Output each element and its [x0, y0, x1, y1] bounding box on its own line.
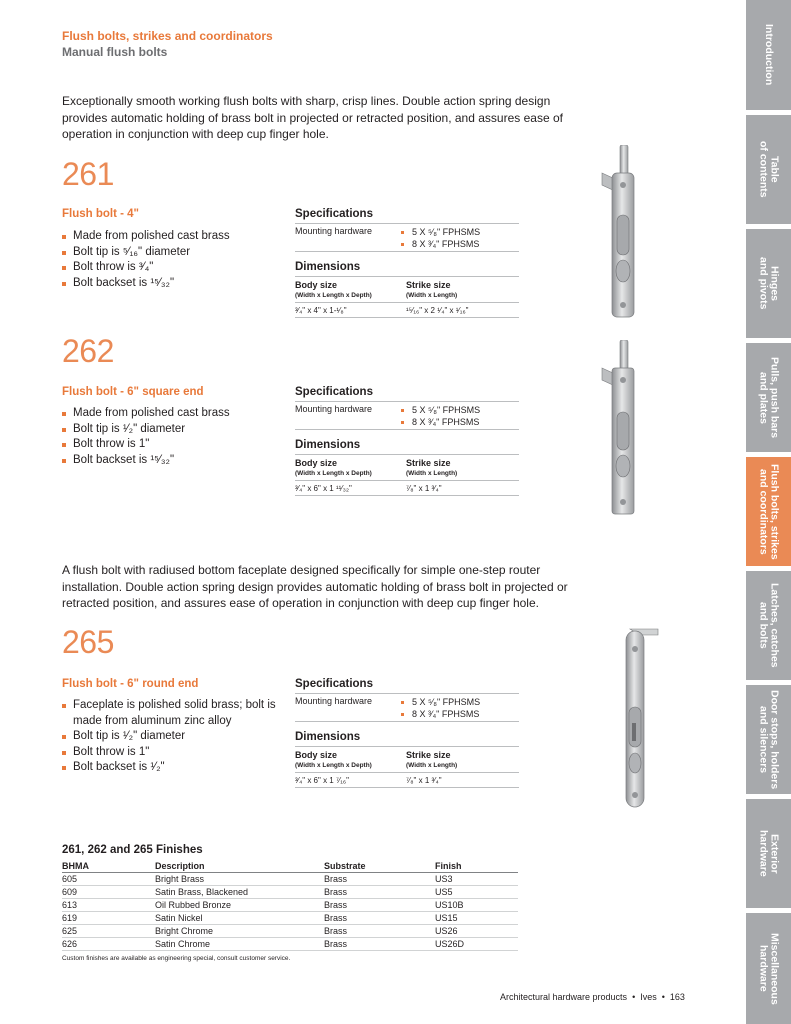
mounting-item: 8 X ³⁄₄" FPHSMS — [398, 416, 480, 428]
feature-item: Faceplate is polished solid brass; bolt is made from aluminum zinc alloy — [62, 698, 287, 729]
spec-block-261 — [295, 208, 519, 318]
strike-size-value: ¹⁵⁄₁₆" x 2 ¹⁄₄" x ¹⁄₁₆" — [406, 302, 519, 318]
body-size-label: Body size — [295, 458, 338, 468]
mounting-item: 8 X ³⁄₄" FPHSMS — [398, 708, 480, 720]
page-footer — [500, 992, 685, 1002]
feature-list-265 — [62, 698, 287, 776]
substrate-cell: Brass — [324, 886, 435, 899]
section-tabs — [746, 0, 791, 1024]
footer-text: Architectural hardware products — [500, 992, 628, 1002]
substrate-cell: Brass — [324, 873, 435, 886]
mounting-list — [398, 404, 480, 428]
table-row — [62, 925, 518, 938]
table-row — [62, 912, 518, 925]
bhma-cell: 625 — [62, 925, 155, 938]
feature-item: Bolt tip is ⁵⁄₁₆" diameter — [62, 245, 287, 261]
bhma-cell: 605 — [62, 873, 155, 886]
finishes-title: 261, 262 and 265 Finishes — [62, 844, 203, 856]
intro-paragraph-1: Exceptionally smooth working flush bolts with sharp, crisp lines. Double action spring design provides automatic holding of brass bolt in projected or retracted position, and assures ease of operation in conjunction with deep cup finger hole. — [62, 94, 563, 141]
feature-list-262 — [62, 406, 287, 468]
footer-brand: Ives — [640, 992, 657, 1002]
feature-item: Bolt throw is ³⁄₄" — [62, 260, 287, 276]
feature-item: Bolt backset is ¹⁵⁄₃₂" — [62, 276, 287, 292]
model-number-265: 265 — [62, 624, 114, 660]
mounting-label: Mounting hardware — [295, 404, 373, 414]
spec-block-262 — [295, 386, 519, 496]
tab-label: Introduction — [763, 24, 775, 86]
bhma-cell: 619 — [62, 912, 155, 925]
tab-label: Flush bolts, strikes and coordinators — [757, 463, 781, 560]
tab-flush-bolts[interactable] — [746, 457, 791, 566]
flush-bolt-261-image — [598, 145, 648, 320]
finish-cell: US15 — [435, 912, 518, 925]
feature-item: Bolt backset is ¹⁵⁄₃₂" — [62, 453, 287, 469]
body-size-label: Body size — [295, 280, 338, 290]
intro-paragraph-2: A flush bolt with radiused bottom faceplate designed specifically for simple one-step router installation. Double action spring design provides automatic holding of brass bolt in projected or retracted position, and assures ease of operation in conjunction with deep cup finger hole. — [62, 563, 568, 610]
substrate-cell: Brass — [324, 899, 435, 912]
mounting-item: 5 X ⁵⁄₈" FPHSMS — [398, 226, 480, 238]
flush-bolt-265-image — [612, 627, 662, 812]
description-cell: Oil Rubbed Bronze — [155, 899, 324, 912]
body-size-sublabel: (Width x Length x Depth) — [295, 470, 372, 477]
column-header-bhma: BHMA — [62, 860, 155, 873]
tab-table-of-contents[interactable] — [746, 115, 791, 224]
strike-size-label: Strike size — [406, 750, 451, 760]
finishes-table — [62, 860, 518, 951]
feature-list-261 — [62, 229, 287, 291]
mounting-item: 5 X ⁵⁄₈" FPHSMS — [398, 696, 480, 708]
tab-label: Pulls, push bars and plates — [757, 356, 781, 439]
bhma-cell: 613 — [62, 899, 155, 912]
feature-item: Bolt tip is ¹⁄₂" diameter — [62, 422, 287, 438]
feature-item: Bolt backset is ¹⁄₂" — [62, 760, 287, 776]
dimensions-grid — [295, 454, 519, 496]
mounting-list — [398, 226, 480, 250]
model-number-261: 261 — [62, 156, 114, 192]
finish-cell: US26 — [435, 925, 518, 938]
finish-cell: US10B — [435, 899, 518, 912]
strike-size-sublabel: (Width x Length) — [406, 762, 458, 769]
mounting-item: 5 X ⁵⁄₈" FPHSMS — [398, 404, 480, 416]
product-title-265: Flush bolt - 6" round end — [62, 678, 199, 690]
column-header-substrate: Substrate — [324, 860, 435, 873]
spec-heading: Specifications — [295, 678, 373, 690]
bhma-cell: 609 — [62, 886, 155, 899]
substrate-cell: Brass — [324, 925, 435, 938]
description-cell: Satin Chrome — [155, 938, 324, 951]
finishes-note: Custom finishes are available as engineering special, consult customer service. — [62, 955, 291, 962]
mounting-list — [398, 696, 480, 720]
mounting-row — [295, 223, 519, 252]
bhma-cell: 626 — [62, 938, 155, 951]
finish-cell: US26D — [435, 938, 518, 951]
substrate-cell: Brass — [324, 938, 435, 951]
mounting-label: Mounting hardware — [295, 226, 373, 236]
product-title-261: Flush bolt - 4" — [62, 208, 140, 220]
table-row — [62, 886, 518, 899]
tab-label: Miscellaneous hardware — [757, 932, 781, 1005]
section-title: Flush bolts, strikes and coordinators — [62, 29, 273, 43]
body-size-value: ³⁄₄" x 4" x 1-¹⁄₈" — [295, 302, 406, 318]
body-size-sublabel: (Width x Length x Depth) — [295, 762, 372, 769]
tab-introduction[interactable] — [746, 0, 791, 110]
column-header-description: Description — [155, 860, 324, 873]
tab-label: Table of contents — [757, 141, 781, 198]
strike-size-sublabel: (Width x Length) — [406, 292, 458, 299]
tab-door-stops[interactable] — [746, 685, 791, 794]
tab-label: Door stops, holders and silencers — [757, 689, 781, 790]
strike-size-label: Strike size — [406, 458, 451, 468]
tab-hinges-and-pivots[interactable] — [746, 229, 791, 338]
table-row — [62, 873, 518, 886]
dimensions-grid — [295, 746, 519, 788]
footer-separator: • — [629, 992, 641, 1002]
body-size-value: ³⁄₄" x 6" x 1 ⁷⁄₁₆" — [295, 772, 406, 788]
body-size-value: ³⁄₄" x 6" x 1 ¹¹⁄₃₂" — [295, 480, 406, 496]
strike-size-value: ⁷⁄₈" x 1 ³⁄₄" — [406, 772, 519, 788]
strike-size-sublabel: (Width x Length) — [406, 470, 458, 477]
spec-block-265 — [295, 678, 519, 788]
mounting-row — [295, 693, 519, 722]
body-size-sublabel: (Width x Length x Depth) — [295, 292, 372, 299]
tab-label: Latches, catches and bolts — [757, 583, 781, 668]
finish-cell: US5 — [435, 886, 518, 899]
description-cell: Satin Brass, Blackened — [155, 886, 324, 899]
table-row — [62, 938, 518, 951]
flush-bolt-262-image — [598, 340, 648, 515]
dimensions-grid — [295, 276, 519, 318]
product-title-262: Flush bolt - 6" square end — [62, 386, 204, 398]
description-cell: Bright Brass — [155, 873, 324, 886]
mounting-item: 8 X ³⁄₄" FPHSMS — [398, 238, 480, 250]
table-header-row — [62, 860, 518, 873]
footer-separator: • — [659, 992, 670, 1002]
section-subtitle: Manual flush bolts — [62, 45, 168, 59]
tab-exterior-hardware[interactable] — [746, 799, 791, 908]
description-cell: Bright Chrome — [155, 925, 324, 938]
feature-item: Bolt tip is ¹⁄₂" diameter — [62, 729, 287, 745]
dimensions-heading: Dimensions — [295, 731, 361, 743]
description-cell: Satin Nickel — [155, 912, 324, 925]
feature-item: Bolt throw is 1" — [62, 745, 287, 761]
table-row — [62, 899, 518, 912]
feature-item: Made from polished cast brass — [62, 229, 287, 245]
dimensions-heading: Dimensions — [295, 261, 361, 273]
spec-heading: Specifications — [295, 386, 373, 398]
dimensions-heading: Dimensions — [295, 439, 361, 451]
tab-latches-catches[interactable] — [746, 571, 791, 680]
column-header-finish: Finish — [435, 860, 518, 873]
model-number-262: 262 — [62, 333, 114, 369]
strike-size-label: Strike size — [406, 280, 451, 290]
body-size-label: Body size — [295, 750, 338, 760]
tab-miscellaneous-hardware[interactable] — [746, 913, 791, 1024]
feature-item: Made from polished cast brass — [62, 406, 287, 422]
substrate-cell: Brass — [324, 912, 435, 925]
mounting-row — [295, 401, 519, 430]
mounting-label: Mounting hardware — [295, 696, 373, 706]
tab-label: Exterior hardware — [757, 830, 781, 877]
strike-size-value: ⁷⁄₈" x 1 ³⁄₄" — [406, 480, 519, 496]
tab-pulls-push-bars[interactable] — [746, 343, 791, 452]
page-number: 163 — [669, 992, 685, 1002]
finish-cell: US3 — [435, 873, 518, 886]
tab-label: Hinges and pivots — [757, 257, 781, 310]
feature-item: Bolt throw is 1" — [62, 437, 287, 453]
spec-heading: Specifications — [295, 208, 373, 220]
